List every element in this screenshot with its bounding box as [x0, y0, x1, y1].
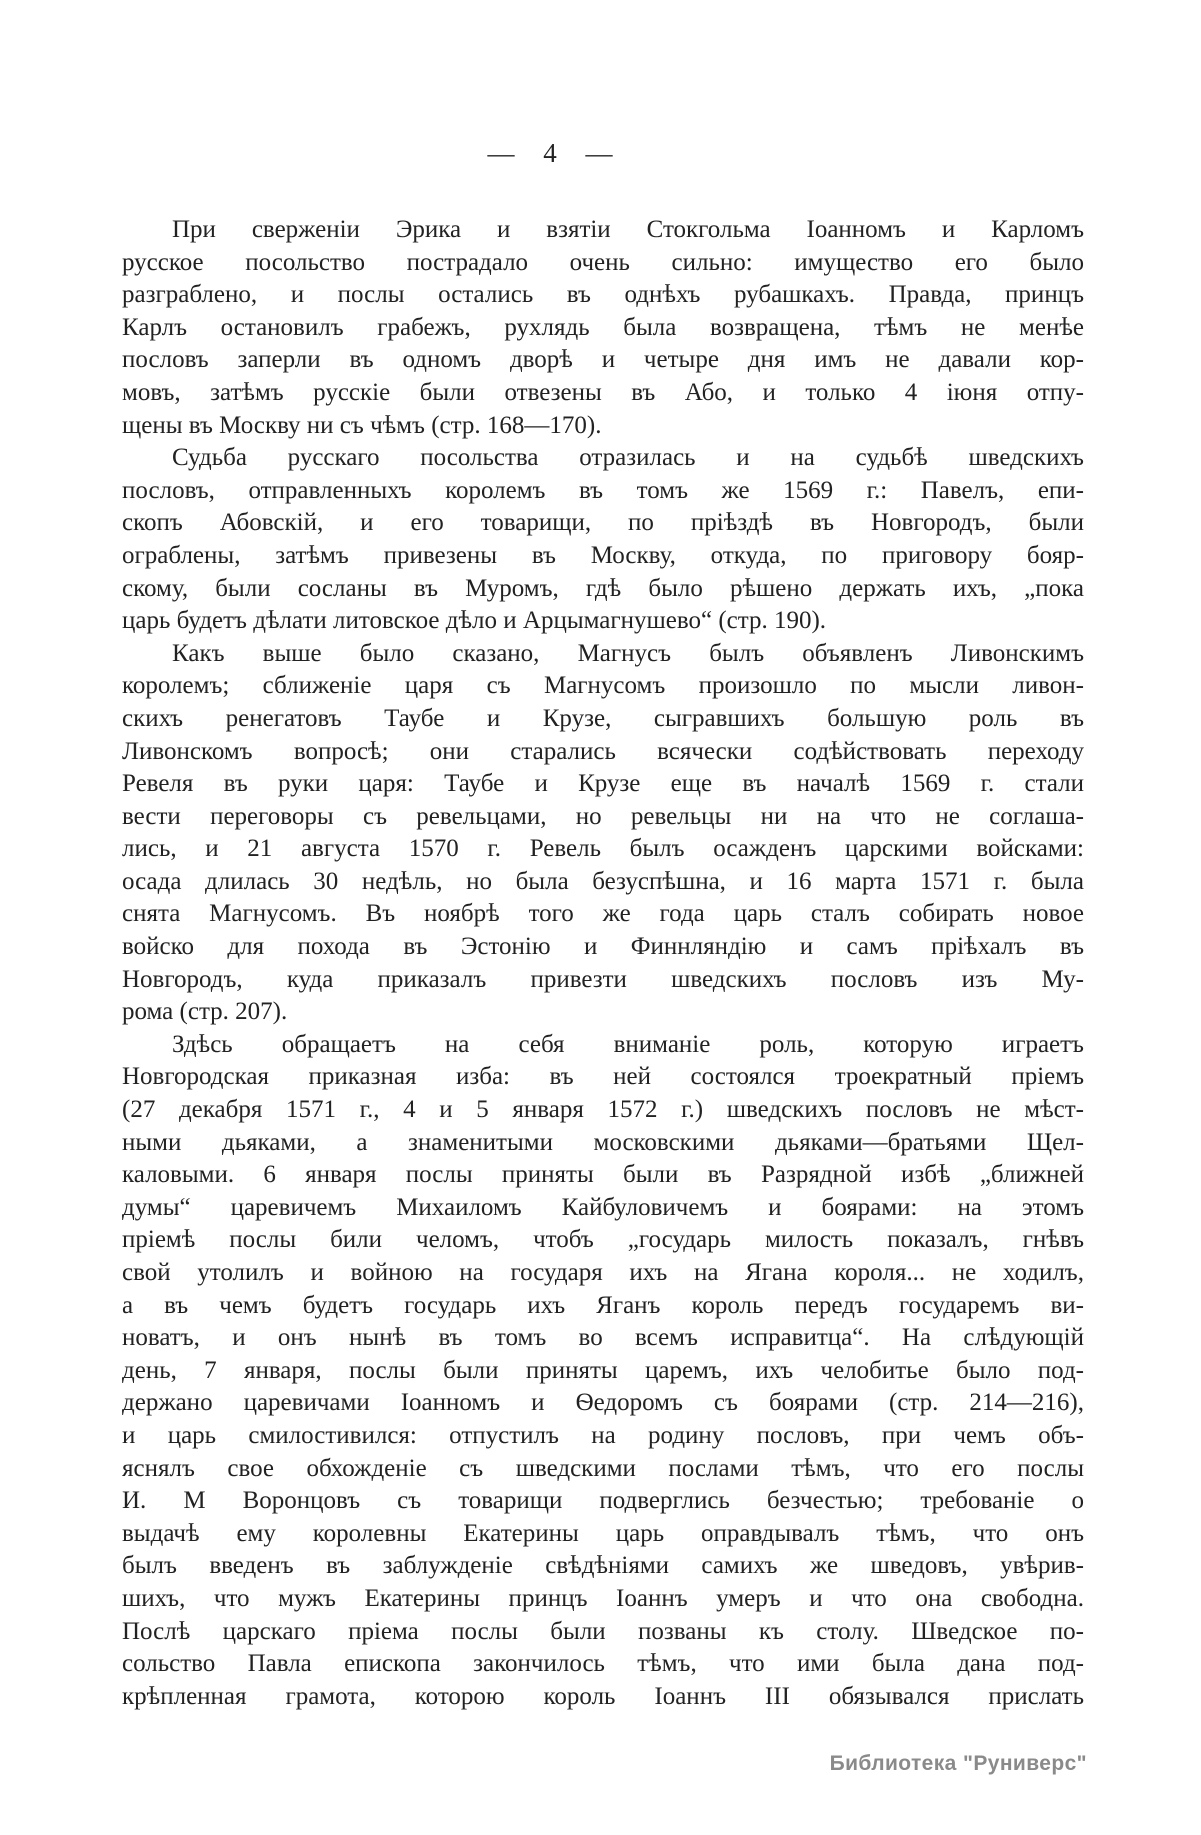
- text-line: крѣпленная грамота, которою король Іоаннъ III обязывался прислать: [122, 1682, 1084, 1710]
- text-line: сольство Павла епископа закончилось тѣмъ, что ими была дана под-: [122, 1650, 1084, 1678]
- text-line: рома (стр. 207).: [122, 998, 288, 1026]
- text-line: осада длилась 30 недѣль, но была безуспѣшна, и 16 марта 1571 г. была: [122, 867, 1084, 895]
- text-line: При сверженіи Эрика и взятіи Стокгольма Іоанномъ и Карломъ: [172, 216, 1084, 243]
- text-line: новатъ, и онъ нынѣ въ томъ во всемъ исправитца“. На слѣдующій: [122, 1324, 1084, 1352]
- text-line: щены въ Москву ни съ чѣмъ (стр. 168—170).: [122, 411, 602, 439]
- text-line: Какъ выше было сказано, Магнусъ былъ объявленъ Ливонскимъ: [172, 639, 1084, 667]
- text-line: Послѣ царскаго пріема послы были позваны къ столу. Шведское по-: [122, 1617, 1084, 1645]
- text-line: Ревеля въ руки царя: Таубе и Крузе еще въ началѣ 1569 г. стали: [122, 770, 1084, 798]
- text-line: королемъ; сближеніе царя съ Магнусомъ произошло по мысли ливон-: [122, 672, 1084, 700]
- text-line: держано царевичами Іоанномъ и Ѳедоромъ съ боярами (стр. 214—216),: [122, 1389, 1084, 1417]
- text-line: выдачѣ ему королевны Екатерины царь оправдывалъ тѣмъ, что онъ: [122, 1519, 1084, 1547]
- text-line: яснялъ свое обхожденіе съ шведскими послами тѣмъ, что его послы: [122, 1454, 1084, 1482]
- text-line: лись, и 21 августа 1570 г. Ревель былъ осажденъ царскими войсками:: [122, 835, 1084, 863]
- text-line: ными дьяками, а знаменитыми московскими дьяками—братьями Щел-: [122, 1128, 1084, 1156]
- text-line: пословъ заперли въ одномъ дворѣ и четыре дня имъ не давали кор-: [122, 346, 1084, 374]
- text-line: И. М Воронцовъ съ товарищи подверглись безчестью; требованіе о: [122, 1487, 1084, 1515]
- library-watermark: Библиотека "Руниверс": [829, 1752, 1087, 1775]
- body-text: [122, 214, 1084, 1713]
- page-number: — 4 —: [487, 138, 613, 168]
- text-line: пословъ, отправленныхъ королемъ въ томъ же 1569 г.: Павелъ, епи-: [122, 476, 1084, 504]
- text-line: Ливонскомъ вопросѣ; они старались всячески содѣйствовать переходу: [122, 737, 1084, 765]
- text-line: ограблены, затѣмъ привезены въ Москву, откуда, по приговору бояр-: [122, 541, 1084, 569]
- text-line: (27 декабря 1571 г., 4 и 5 января 1572 г.) шведскихъ пословъ не мѣст-: [122, 1096, 1084, 1124]
- text-line: скопъ Абовскій, и его товарищи, по пріѣздѣ въ Новгородъ, были: [122, 509, 1084, 537]
- text-line: Новгородъ, куда приказалъ привезти шведскихъ пословъ изъ Му-: [122, 965, 1084, 993]
- text-line: войско для похода въ Эстонію и Финнляндію и самъ пріѣхалъ въ: [122, 933, 1084, 961]
- text-line: свой утолилъ и войною на государя ихъ на Ягана короля... не ходилъ,: [122, 1259, 1084, 1286]
- text-line: каловыми. 6 января послы приняты были въ Разрядной избѣ „ближней: [122, 1161, 1084, 1189]
- text-line: Судьба русскаго посольства отразилась и на судьбѣ шведскихъ: [172, 444, 1084, 472]
- text-line: Карлъ остановилъ грабежъ, рухлядь была возвращена, тѣмъ не менѣе: [122, 313, 1084, 341]
- text-line: скому, были сосланы въ Муромъ, гдѣ было рѣшено держать ихъ, „пока: [122, 574, 1084, 602]
- text-line: Здѣсь обращаетъ на себя вниманіе роль, которую играетъ: [172, 1030, 1084, 1058]
- text-line: былъ введенъ въ заблужденіе свѣдѣніями самихъ же шведовъ, увѣрив-: [122, 1552, 1084, 1580]
- text-line: думы“ царевичемъ Михаиломъ Кайбуловичемъ и боярами: на этомъ: [122, 1193, 1084, 1221]
- text-line: русское посольство пострадало очень сильно: имущество его было: [122, 248, 1084, 276]
- text-line: разграблено, и послы остались въ однѣхъ рубашкахъ. Правда, принцъ: [122, 281, 1084, 309]
- text-line: мовъ, затѣмъ русскіе были отвезены въ Або, и только 4 іюня отпу-: [122, 378, 1084, 406]
- text-line: день, 7 января, послы были приняты царемъ, ихъ челобитье было под-: [122, 1356, 1084, 1384]
- text-line: Новгородская приказная изба: въ ней состоялся троекратный пріемъ: [122, 1063, 1084, 1091]
- text-line: и царь смилостивился: отпустилъ на родину пословъ, при чемъ объ-: [122, 1421, 1084, 1449]
- text-line: а въ чемъ будетъ государь ихъ Яганъ король передъ государемъ ви-: [122, 1291, 1084, 1319]
- text-line: шихъ, что мужъ Екатерины принцъ Іоаннъ умеръ и что она свободна.: [122, 1584, 1084, 1612]
- text-line: скихъ ренегатовъ Таубе и Крузе, сыгравшихъ большую роль въ: [122, 704, 1084, 732]
- text-line: царь будетъ дѣлати литовское дѣло и Арцымагнушево“ (стр. 190).: [122, 607, 827, 635]
- text-line: вести переговоры съ ревельцами, но ревельцы ни на что не соглаша-: [122, 802, 1084, 830]
- text-line: снята Магнусомъ. Въ ноябрѣ того же года царь сталъ собирать новое: [122, 900, 1084, 928]
- text-line: пріемѣ послы били челомъ, чтобъ „государь милость показалъ, гнѣвъ: [122, 1226, 1084, 1254]
